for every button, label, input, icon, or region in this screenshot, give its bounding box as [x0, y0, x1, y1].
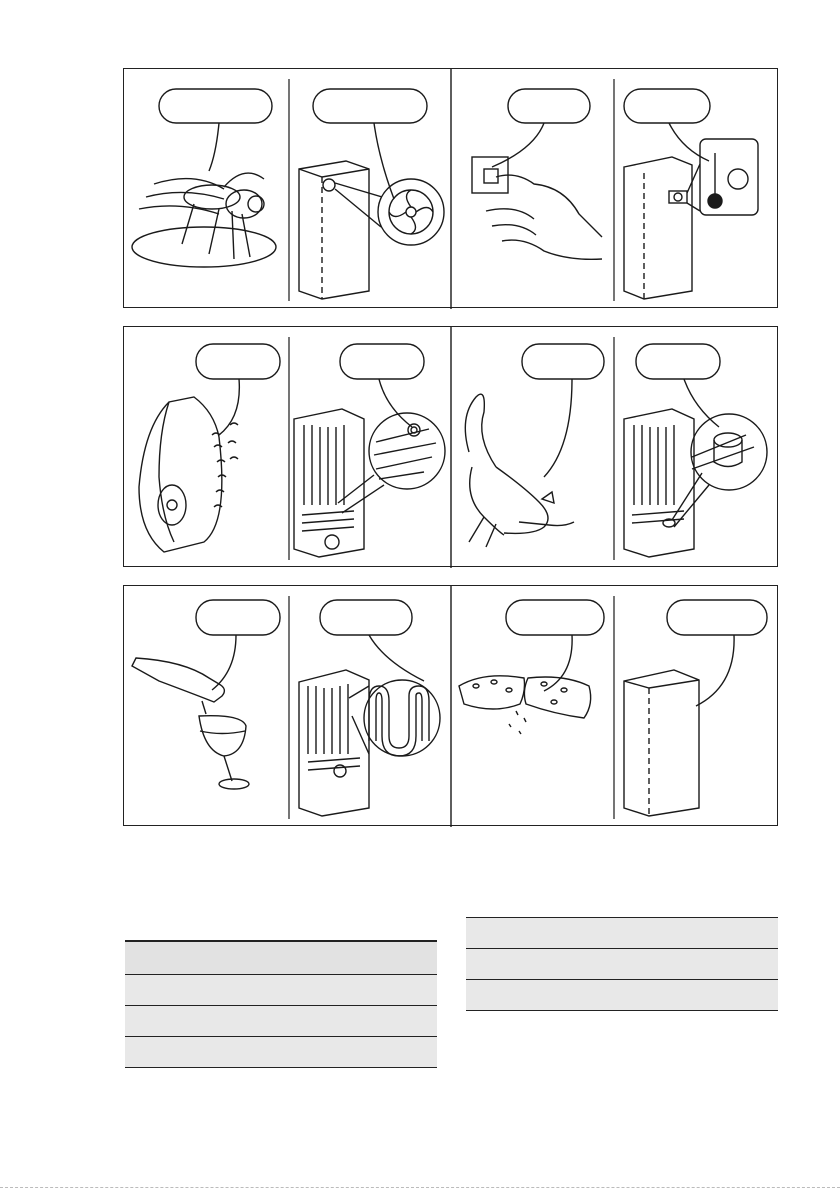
bubble-tail — [219, 379, 239, 435]
bubble-tail — [492, 123, 544, 167]
speech-bubble — [313, 89, 427, 123]
speech-bubble — [159, 89, 272, 123]
wine-pouring-icon — [132, 658, 249, 789]
speech-bubble — [506, 600, 604, 635]
row-2-drawing — [124, 327, 779, 568]
bubble-tail — [379, 379, 412, 427]
speech-bubble — [340, 344, 424, 379]
page-edge-line — [0, 1187, 840, 1188]
table-row — [125, 1036, 437, 1068]
right-table — [466, 917, 778, 1011]
bubble-tail — [684, 379, 719, 427]
table-row — [466, 948, 778, 979]
condenser-coil-icon — [299, 670, 440, 816]
compressor-icon — [624, 409, 767, 557]
bubble-tail — [374, 123, 394, 199]
fly-icon — [132, 173, 276, 267]
table-row — [466, 917, 778, 948]
bubble-tail — [209, 123, 219, 171]
table-row — [466, 979, 778, 1011]
bubble-tail — [669, 123, 709, 161]
cracking-board-icon — [459, 676, 591, 734]
row-3-drawing — [124, 586, 779, 827]
speech-bubble — [196, 600, 280, 635]
speech-bubble — [636, 344, 720, 379]
bubble-tail — [369, 635, 424, 681]
speech-bubble — [320, 600, 412, 635]
speech-bubble — [667, 600, 767, 635]
stretching-cat-icon — [465, 394, 574, 547]
refrigerant-coil-icon — [294, 409, 445, 557]
speech-bubble — [624, 89, 710, 123]
fan-icon — [299, 161, 444, 299]
speech-bubble — [522, 344, 604, 379]
left-table — [125, 940, 437, 1068]
thermostat-icon — [624, 139, 758, 299]
speech-bubble — [196, 344, 280, 379]
bubble-tail — [696, 635, 734, 706]
bubble-tail — [544, 379, 572, 477]
table-row — [125, 1005, 437, 1036]
illustration-row-1 — [123, 68, 778, 308]
illustration-row-3 — [123, 585, 778, 826]
cabinet-icon — [624, 670, 699, 816]
row-1-drawing — [124, 69, 779, 309]
speech-bubble — [508, 89, 590, 123]
table-header-row — [125, 940, 437, 974]
illustration-row-2 — [123, 326, 778, 567]
table-row — [125, 974, 437, 1005]
steam-iron-icon — [139, 397, 238, 552]
light-switch-icon — [472, 157, 602, 259]
bubble-tail — [544, 635, 572, 691]
